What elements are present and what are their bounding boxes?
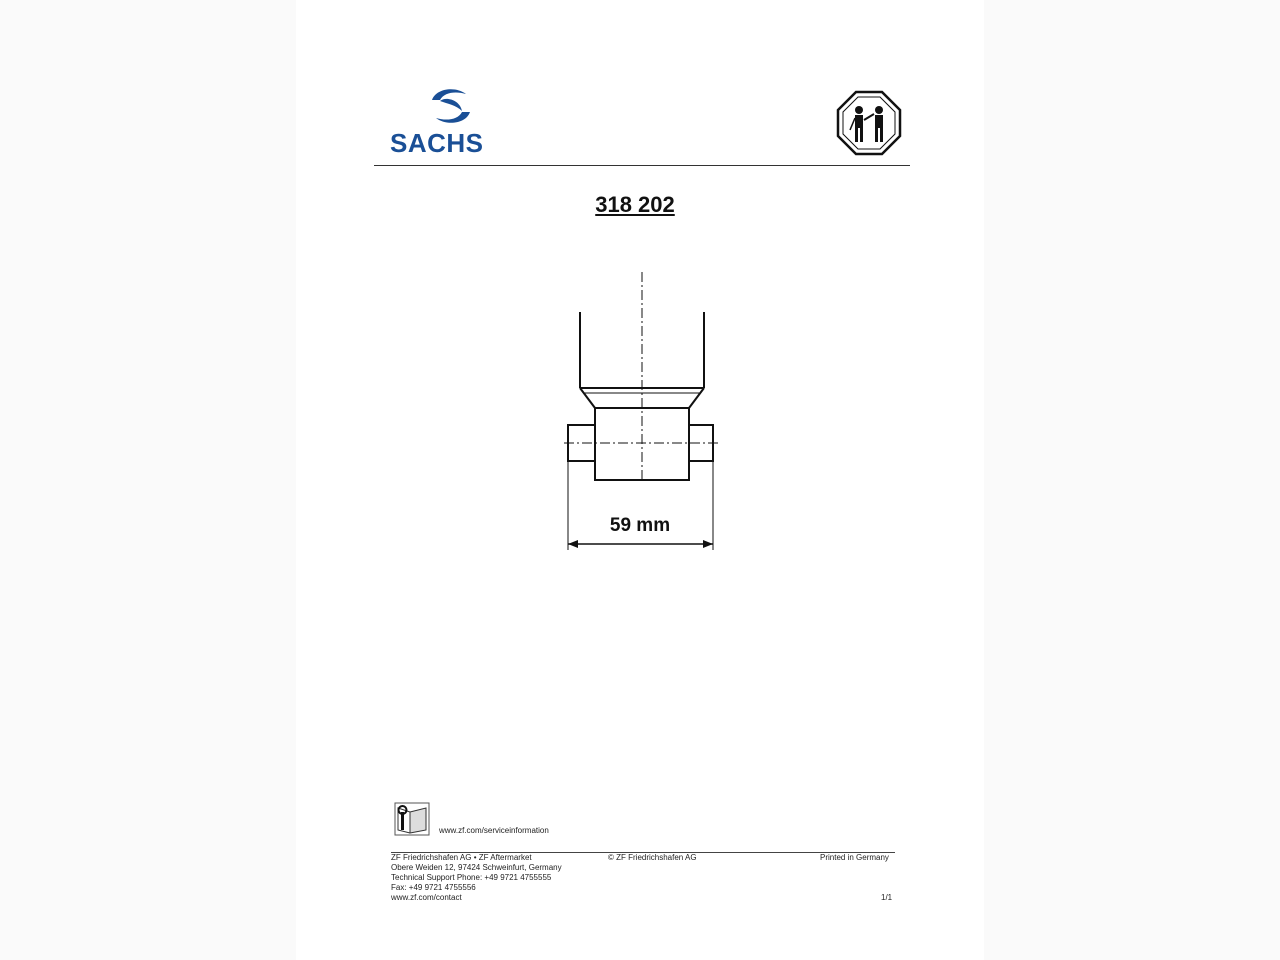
part-number: 318 202 bbox=[595, 192, 675, 217]
header-divider bbox=[374, 165, 910, 166]
service-url[interactable]: www.zf.com/serviceinformation bbox=[439, 826, 549, 835]
sachs-swirl-logo-icon bbox=[426, 86, 476, 126]
page-number: 1/1 bbox=[881, 893, 893, 902]
wrench-book-icon bbox=[394, 802, 430, 836]
company-line: ZF Friedrichshafen AG • ZF Aftermarket bbox=[391, 853, 532, 862]
copyright: © ZF Friedrichshafen AG bbox=[608, 853, 697, 862]
sachs-logo bbox=[390, 86, 512, 156]
left-margin bbox=[0, 0, 296, 960]
right-margin bbox=[984, 0, 1280, 960]
fax-number: Fax: +49 9721 4755556 bbox=[391, 883, 476, 892]
support-phone: Technical Support Phone: +49 9721 4755555 bbox=[391, 873, 552, 882]
printed-in: Printed in Germany bbox=[820, 853, 889, 862]
dimension-label: 59 mm bbox=[609, 515, 671, 536]
contact-url[interactable]: www.zf.com/contact bbox=[391, 893, 462, 902]
company-address: Obere Weiden 12, 97424 Schweinfurt, Germany bbox=[391, 863, 562, 872]
two-mechanics-octagon-icon bbox=[836, 90, 902, 156]
brand-name: SACHS bbox=[390, 128, 484, 158]
